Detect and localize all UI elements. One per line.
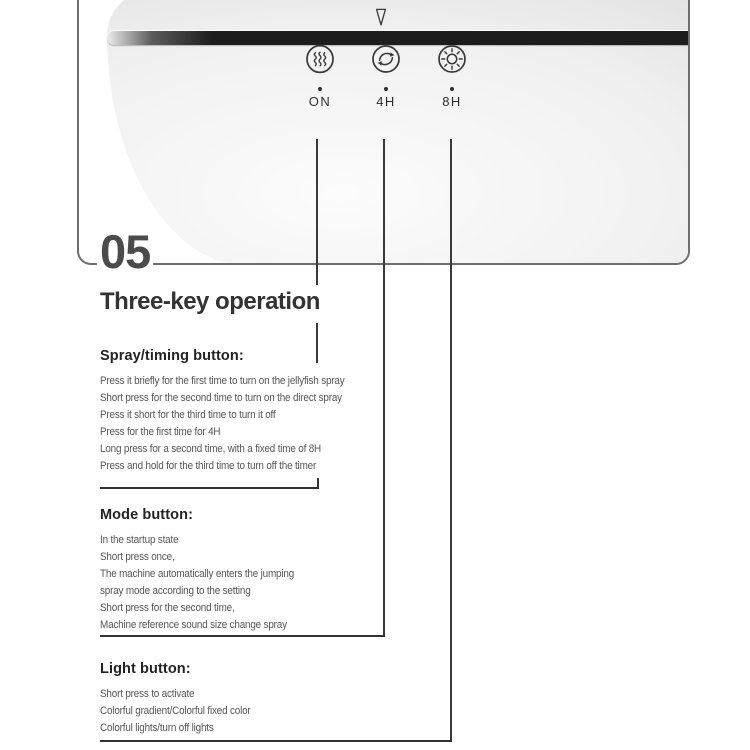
section-line: Short press once,	[100, 551, 175, 563]
section-line: Short press to activate	[100, 688, 195, 700]
indicator-dot	[384, 87, 388, 91]
cycle-icon	[370, 43, 402, 75]
indicator-dot	[318, 87, 322, 91]
indicator-dot	[450, 87, 454, 91]
section-line: Machine reference sound size change spray	[100, 619, 287, 631]
sun-icon	[436, 43, 468, 75]
section-light	[100, 661, 267, 737]
section-line: Colorful lights/turn off lights	[100, 722, 214, 734]
page-title: Three-key operation	[97, 285, 330, 323]
section-line: Press for the first time for 4H	[100, 426, 221, 438]
section-line: The machine automatically enters the jumping	[100, 568, 295, 580]
step-number: 05	[97, 228, 153, 277]
section-title: Spray/timing button:	[100, 348, 244, 364]
section-line: In the startup state	[100, 534, 179, 546]
callout-line-light	[450, 139, 452, 742]
section-line: Press and hold for the third time to turn off the timer	[100, 460, 317, 472]
section-line: Short press for the second time,	[100, 602, 235, 614]
section-mode	[100, 507, 316, 634]
section-line: spray mode according to the setting	[100, 585, 251, 597]
callout-line-spray	[316, 139, 318, 363]
section-line: Press it short for the third time to turn it off	[100, 409, 276, 421]
steam-icon	[304, 43, 336, 75]
button-label-8h: 8H	[442, 94, 462, 109]
button-label-on: ON	[308, 94, 332, 109]
section-spray-timing	[100, 348, 372, 475]
section-line: Press it briefly for the first time to turn on the jellyfish spray	[100, 375, 345, 387]
device-button-mode	[354, 43, 418, 109]
section-rule-light	[100, 740, 452, 742]
section-line: Short press for the second time to turn on the direct spray	[100, 392, 342, 404]
section-line: Long press for a second time, with a fixed time of 8H	[100, 443, 322, 455]
section-title: Light button:	[100, 661, 191, 677]
section-title: Mode button:	[100, 507, 194, 523]
section-line: Colorful gradient/Colorful fixed color	[100, 705, 251, 717]
device-button-spray-timing	[288, 43, 352, 109]
device-button-light	[420, 43, 484, 109]
section-rule-spray	[100, 478, 319, 489]
button-label-4h: 4H	[376, 94, 396, 109]
section-rule-mode	[100, 635, 385, 637]
callout-line-mode	[383, 139, 385, 636]
triangle-down-icon	[375, 8, 387, 27]
